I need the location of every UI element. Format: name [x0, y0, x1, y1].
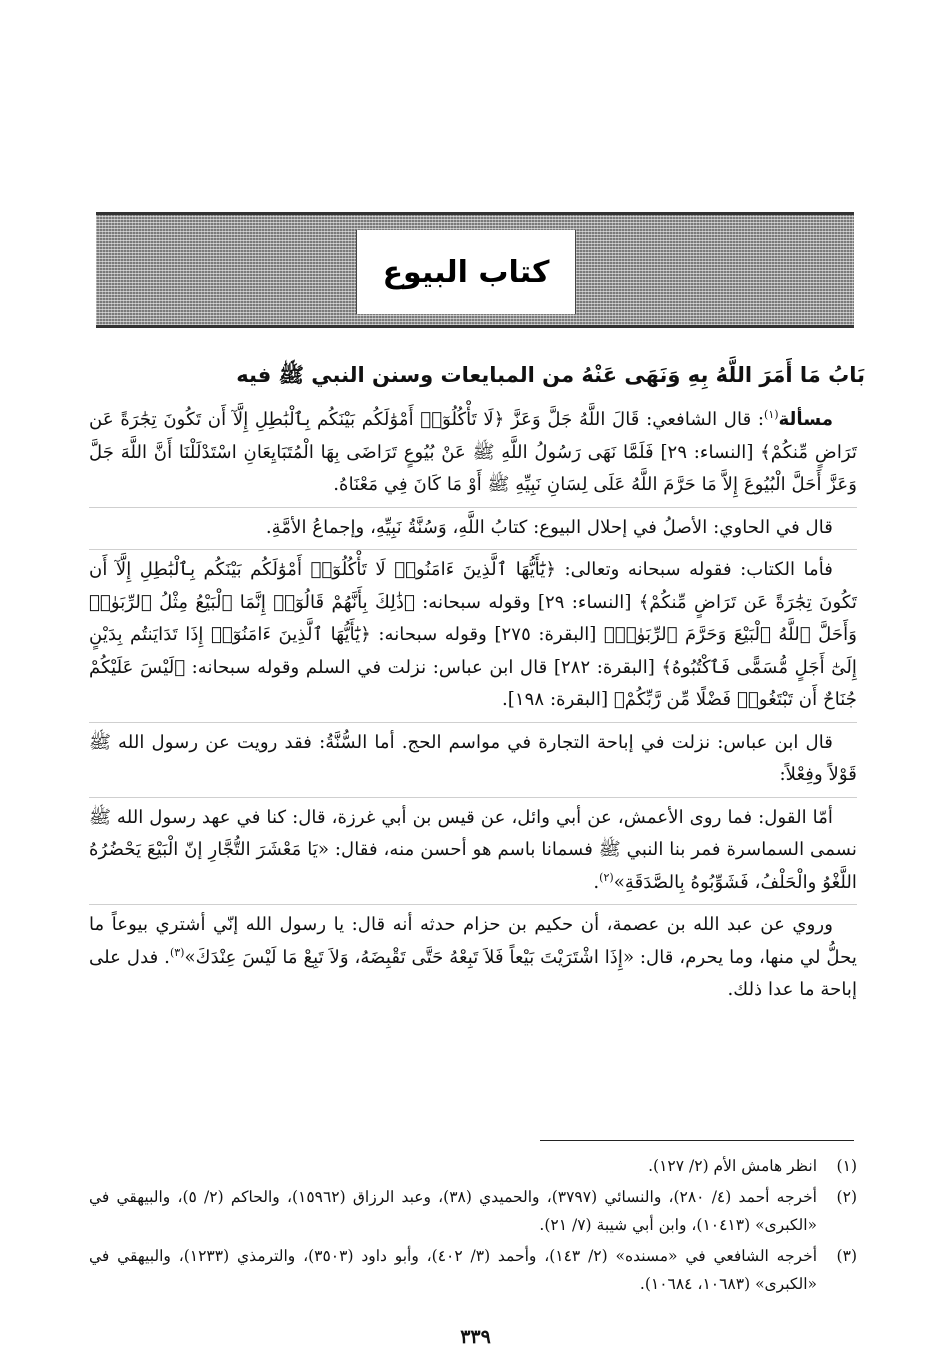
footnote-number: (٢) [836, 1188, 857, 1206]
footnote-text: انظر هامش الأم (٢/ ١٢٧). [648, 1157, 817, 1175]
paragraph-text: : قال الشافعي: قَالَ اللَّهُ جَلَّ وَعَزَّ ﴿لَا تَأْكُلُوٓا۟ أَمْوَٰلَكُم بَيْنَكُم بِٱلْبَٰطِلِ إِلَّآ أَن تَكُونَ تِجَٰرَةً عَن تَرَاضٍ مِّنكُمْ﴾ [النساء: ٢٩] فَلَمَّا نَهَى رَسُولُ اللَّهِ ﷺ عَنْ بُيُوعٍ تَرَاضَى بِهَا الْمُتَبَايِعَانِ اسْتَدْلَلْنَا أَنَّ اللَّهَ جَلَّ وَعَزَّ أَحَلَّ الْبُيُوعَ إِلاَّ مَا حَرَّمَ اللَّهُ عَلَى لِسَانِ نَبِيِّهِ ﷺ أَوْ مَا كَانَ فِي مَعْنَاهُ. [89, 409, 857, 495]
paragraph [89, 909, 857, 1007]
main-text [89, 404, 857, 1012]
paragraph [89, 512, 857, 545]
paragraph-tail: . فدل على إباحة ما عدا ذلك. [89, 946, 857, 1000]
paragraph-text: أمّا القول: فما روى الأعمش، عن أبي وائل، عن قيس بن أبي غرزة، قال: كنا في عهد رسول الله ﷺ نسمى السماسرة فمر بنا النبي ﷺ فسمانا باسم هو أحسن منه، فقال: «يَا مَعْشَرَ التُّجَّارِ إنّ الْبَيْعَ يَحْضُرُهُ اللَّغْوُ والْحَلْفُ، فَشَوِّبُوهُ بِالصَّدَقَةِ» [89, 806, 857, 893]
paragraph-text: قال في الحاوي: الأصلُ في إحلال البيوع: كتابُ اللَّهِ، وَسُنَّةُ نَبِيِّهِ، وإجماعُ الأمَّةِ. [265, 516, 833, 538]
paragraph-tail: . [593, 871, 600, 893]
paragraph-divider [89, 722, 857, 723]
footnote-ref: (١) [764, 407, 779, 421]
paragraph [89, 554, 857, 717]
paragraph [89, 727, 857, 792]
paragraph [89, 802, 857, 900]
footnote-number: (١) [836, 1157, 857, 1175]
chapter-banner [96, 212, 854, 328]
footnote-number: (٣) [836, 1247, 857, 1265]
paragraph-divider [89, 904, 857, 905]
footnote-text: أخرجه أحمد (٤/ ٢٨٠)، والنسائي (٣٧٩٧)، والحميدي (٣٨)، وعبد الرزاق (١٥٩٦٢)، والحاكم (٢/ ٥)، والبيهقي في «الكبرى» (١٠٤١٣)، وابن أبي شيبة (٧/ ٢١). [89, 1188, 817, 1234]
footnote-ref: (٣) [169, 945, 185, 959]
chapter-title-box [356, 230, 576, 314]
paragraph-text: فأما الكتاب: فقوله سبحانه وتعالى: ﴿يَٰٓأَيُّهَا ٱلَّذِينَ ءَامَنُوا۟ لَا تَأْكُلُوٓا۟ أَمْوَٰلَكُم بَيْنَكُم بِٱلْبَٰطِلِ إِلَّآ أَن تَكُونَ تِجَٰرَةً عَن تَرَاضٍ مِّنكُمْ﴾ [النساء: ٢٩] وقوله سبحانه: ﴿ذَٰلِكَ بِأَنَّهُمْ قَالُوٓا۟ إِنَّمَا ٱلْبَيْعُ مِثْلُ ٱلرِّبَوٰا۟ وَأَحَلَّ ٱللَّهُ ٱلْبَيْعَ وَحَرَّمَ ٱلرِّبَوٰا۟﴾ [البقرة: ٢٧٥] وقوله سبحانه: ﴿يَٰٓأَيُّهَا ٱلَّذِينَ ءَامَنُوٓا۟ إِذَا تَدَايَنتُم بِدَيْنٍ إِلَىٰٓ أَجَلٍ مُّسَمًّى فَٱكْتُبُوهُ﴾ [البقرة: ٢٨٢] قال ابن عباس: نزلت في السلم وقوله سبحانه: ﴿لَيْسَ عَلَيْكُمْ جُنَاحٌ أَن تَبْتَغُوا۟ فَضْلًا مِّن رَّبِّكُمْ﴾ [البقرة: ١٩٨]. [89, 559, 857, 710]
issue-label: مسألة [778, 409, 833, 430]
footnote [89, 1152, 857, 1180]
paragraph-divider [89, 549, 857, 550]
footnote [89, 1183, 857, 1239]
paragraph-divider [89, 797, 857, 798]
footnote [89, 1242, 857, 1298]
chapter-title: كتاب البيوع [382, 254, 550, 290]
paragraph-text: قال ابن عباس: نزلت في إباحة التجارة في مواسم الحج. أما السُّنَّةُ: فقد رويت عن رسول الله ﷺ قَوْلاً وفِعْلاً: [89, 731, 857, 785]
footnote-text: أخرجه الشافعي في «مسنده» (٢/ ١٤٣)، وأحمد (٣/ ٤٠٢)، وأبو داود (٣٥٠٣)، والترمذي (١٢٣٣)، والبيهقي في «الكبرى» (١٠٦٨٣، ١٠٦٨٤). [89, 1247, 818, 1293]
footnotes [89, 1152, 857, 1301]
paragraph [89, 404, 857, 502]
paragraph-text: وروي عن عبد الله بن عصمة، أن حكيم بن حزام حدثه أنه قال: يا رسول الله إنّي أشتري بيوعاً ما يحلُّ لي منها، وما يحرم، قال: «إِذَا اشْتَرَيْتَ بَيْعاً فَلاَ تَبِعْهُ حَتَّى تَقْبِضَهُ، وَلاَ تَبِعْ مَا لَيْسَ عِنْدَكَ» [89, 914, 857, 968]
paragraph-divider [89, 507, 857, 508]
footnote-separator [540, 1140, 854, 1141]
section-heading: بَابُ مَا أَمَرَ اللَّهُ بِهِ وَنَهَى عَنْهُ من المبايعات وسنن النبي ﷺ فيه [236, 363, 865, 387]
footnote-ref: (٢) [599, 870, 614, 884]
page-number: ٣٣٩ [460, 1326, 491, 1348]
